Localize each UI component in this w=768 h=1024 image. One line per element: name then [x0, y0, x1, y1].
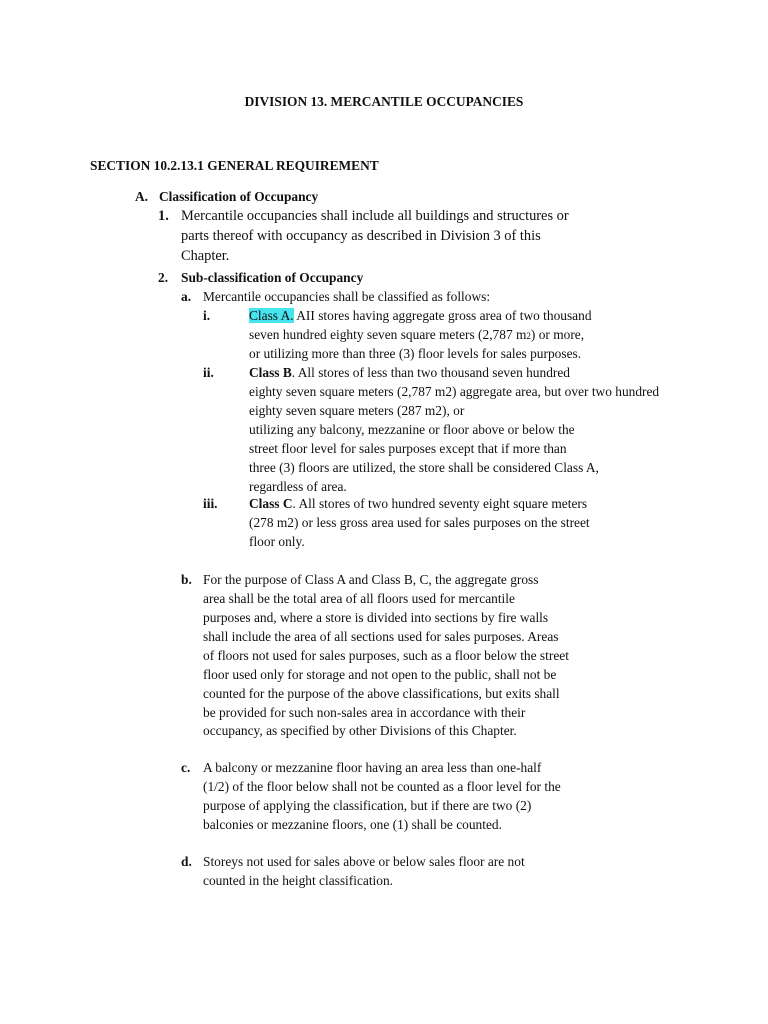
item-b-marker: b.	[181, 572, 192, 587]
item-ii-line: street floor level for sales purposes except that if more than	[249, 441, 567, 456]
item-2-heading: Sub-classification of Occupancy	[181, 270, 364, 285]
item-1-line: Chapter.	[181, 248, 230, 264]
item-b-line: be provided for such non-sales area in accordance with their	[203, 705, 526, 720]
item-b-line: of floors not used for sales purposes, such as a floor below the street	[203, 648, 569, 663]
item-i-first-line	[249, 306, 592, 325]
item-1-marker: 1.	[158, 208, 169, 224]
item-iii-line: (278 m2) or less gross area used for sales purposes on the street	[249, 515, 590, 530]
item-1-line: Mercantile occupancies shall include all buildings and structures or	[181, 208, 569, 224]
item-b-line: For the purpose of Class A and Class B, C, the aggregate gross	[203, 572, 539, 587]
item-b-line: area shall be the total area of all floors used for mercantile	[203, 591, 515, 606]
item-c-line: A balcony or mezzanine floor having an area less than one-half	[203, 760, 542, 775]
item-iii-first-rest: . All stores of two hundred seventy eight square meters	[292, 496, 588, 511]
item-i-line2-post: ) or more,	[530, 327, 585, 342]
item-1-line: parts thereof with occupancy as described in Division 3 of this	[181, 228, 541, 244]
item-iii-marker: iii.	[203, 496, 218, 511]
section-a-marker: A.	[135, 189, 149, 204]
item-b-line: shall include the area of all sections used for sales purposes. Areas	[203, 629, 559, 644]
class-c-label: Class C	[249, 496, 293, 511]
item-i-line: or utilizing more than three (3) floor levels for sales purposes.	[249, 346, 582, 361]
item-i-second-line	[249, 325, 584, 346]
item-ii-line: eighty seven square meters (2,787 m2) aggregate area, but over two hundred	[249, 384, 660, 399]
item-ii-line: utilizing any balcony, mezzanine or floor above or below the	[249, 422, 575, 437]
item-ii-line: eighty seven square meters (287 m2), or	[249, 403, 465, 418]
item-a-text: Mercantile occupancies shall be classified as follows:	[203, 289, 491, 304]
item-ii-first-line	[249, 363, 570, 382]
item-i-first-rest: AII stores having aggregate gross area of two thousand	[293, 308, 592, 323]
item-c-line: (1/2) of the floor below shall not be counted as a floor level for the	[203, 779, 561, 794]
item-i-marker: i.	[203, 308, 211, 323]
item-d-line: Storeys not used for sales above or below sales floor are not	[203, 854, 525, 869]
item-c-line: purpose of applying the classification, but if there are two (2)	[203, 798, 532, 813]
item-a-marker: a.	[181, 289, 192, 304]
section-a-heading: Classification of Occupancy	[159, 189, 319, 204]
item-b-line: counted for the purpose of the above classifications, but exits shall	[203, 686, 560, 701]
class-b-label: Class B	[249, 365, 292, 380]
item-ii-marker: ii.	[203, 365, 214, 380]
item-2-marker: 2.	[158, 270, 169, 285]
item-d-line: counted in the height classification.	[203, 873, 394, 888]
item-ii-line: three (3) floors are utilized, the store shall be considered Class A,	[249, 460, 599, 475]
item-b-line: occupancy, as specified by other Divisions of this Chapter.	[203, 723, 517, 738]
item-c-marker: c.	[181, 760, 191, 775]
section-title: SECTION 10.2.13.1 GENERAL REQUIREMENT	[90, 158, 379, 173]
division-title: DIVISION 13. MERCANTILE OCCUPANCIES	[244, 94, 524, 109]
item-b-line: floor used only for storage and not open to the public, shall not be	[203, 667, 557, 682]
item-ii-line: regardless of area.	[249, 479, 347, 494]
class-a-label: Class A.	[249, 308, 294, 323]
item-i-line2-pre: seven hundred eighty seven square meters (2,787 m	[249, 327, 527, 342]
item-c-line: balconies or mezzanine floors, one (1) shall be counted.	[203, 817, 502, 832]
item-iii-line: floor only.	[249, 534, 305, 549]
item-iii-first-line	[249, 494, 587, 513]
item-i-line2-sub: 2	[526, 331, 531, 341]
item-b-line: purposes and, where a store is divided into sections by fire walls	[203, 610, 549, 625]
item-ii-first-rest: . All stores of less than two thousand seven hundred	[291, 365, 570, 380]
item-d-marker: d.	[181, 854, 192, 869]
